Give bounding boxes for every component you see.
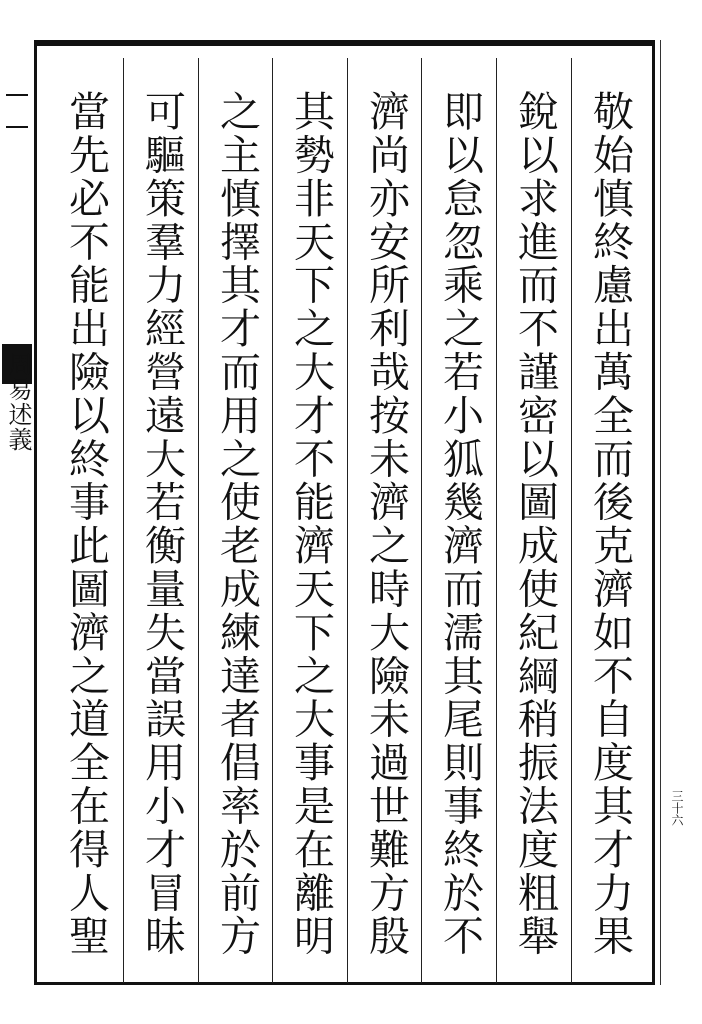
text-column-3: 即以怠忽乘之若小狐幾濟而濡其尾則事終於不 — [436, 90, 484, 958]
column-rule — [571, 58, 572, 983]
frame-right-outer-border — [660, 40, 661, 985]
text-column-5: 其勢非天下之大才不能濟天下之大事是在離明 — [287, 90, 335, 958]
text-column-4: 濟尚亦安所利哉按未濟之時大險未過世難方殷 — [362, 90, 410, 958]
column-rule — [496, 58, 497, 983]
text-column-8: 當先必不能出險以終事此圖濟之道全在得人聖 — [62, 90, 110, 958]
text-column-6: 之主慎擇其才而用之使老成練達者倡率於前方 — [213, 90, 261, 958]
page-edge — [664, 40, 694, 985]
column-rule — [272, 58, 273, 983]
text-column-1: 敬始慎終慮出萬全而後克濟如不自度其才力果 — [586, 90, 634, 958]
frame-left-border — [34, 40, 37, 985]
column-rule — [421, 58, 422, 983]
column-rule — [347, 58, 348, 983]
frame-right-border — [652, 40, 655, 985]
text-column-7: 可驅策羣力經營遠大若衡量失當誤用小才冒昧 — [138, 90, 186, 958]
margin-top-mark — [6, 94, 28, 128]
page-number: 三十六 — [670, 790, 684, 826]
column-rule — [198, 58, 199, 983]
book-title: 周易述義 — [4, 352, 32, 452]
column-rule — [123, 58, 124, 983]
text-column-2: 銳以求進而不謹密以圖成使紀綱稍振法度粗舉 — [511, 90, 559, 958]
